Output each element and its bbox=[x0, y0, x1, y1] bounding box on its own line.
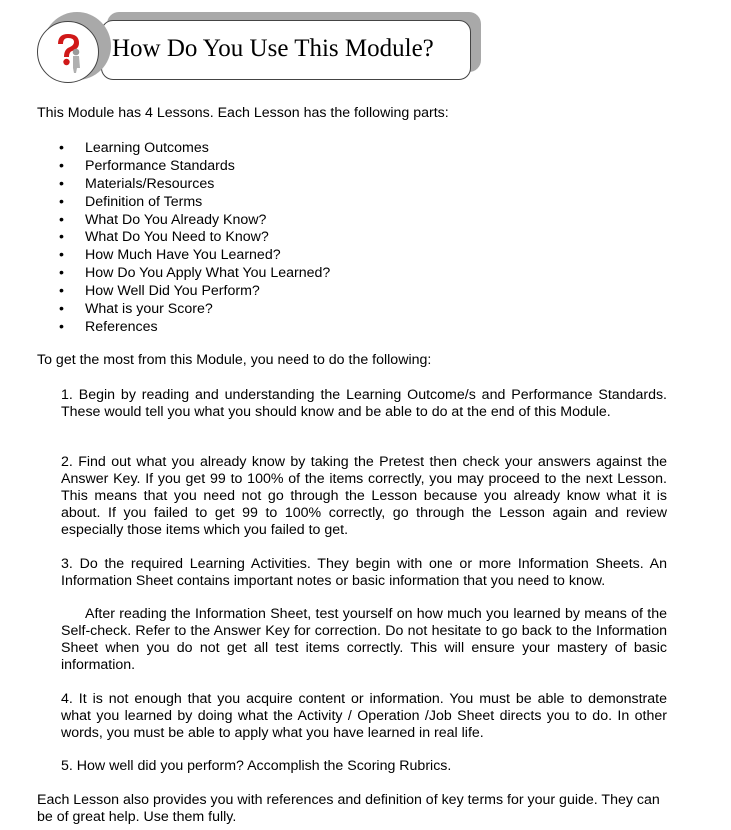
step-5-paragraph: 5. How well did you perform? Accomplish the Scoring Rubrics. bbox=[61, 758, 452, 774]
step-3-continuation: After reading the Information Sheet, test yourself on how much you learned by means of the Self-check. Refer to the Answer Key for correction. Do not hesitate to go back to the Information Sheet when you do not get all test items correctly. This will ensure your mastery of basic information. bbox=[61, 606, 667, 673]
list-item: • Learning Outcomes bbox=[37, 140, 330, 158]
list-item: • How Well Did You Perform? bbox=[37, 283, 330, 301]
module-header bbox=[35, 8, 485, 88]
list-item: • Performance Standards bbox=[37, 158, 330, 176]
step-3-paragraph: 3. Do the required Learning Activities. They begin with one or more Information Sheets. An Information Sheet contains important notes or basic information that you need to know. bbox=[61, 556, 667, 589]
list-item: • What Do You Already Know? bbox=[37, 212, 330, 230]
list-item: • How Do You Apply What You Learned? bbox=[37, 265, 330, 283]
list-item: • How Much Have You Learned? bbox=[37, 247, 330, 265]
lead-text: To get the most from this Module, you need to do the following: bbox=[37, 352, 432, 368]
list-item: • What is your Score? bbox=[37, 301, 330, 319]
step-4-paragraph: 4. It is not enough that you acquire content or information. You must be able to demonstrate what you learned by doing what the Activity / Operation /Job Sheet directs you to do. In other words, you must be able to apply what you have learned in real life. bbox=[61, 691, 667, 741]
question-badge bbox=[37, 21, 99, 83]
list-item: • What Do You Need to Know? bbox=[37, 229, 330, 247]
question-mark-figure-icon bbox=[52, 32, 86, 74]
page-title: How Do You Use This Module? bbox=[112, 35, 434, 62]
step-2-paragraph: 2. Find out what you already know by taking the Pretest then check your answers against the Answer Key. If you get 99 to 100% of the items correctly, you may proceed to the next Lesson. This means that you need not go through the Lesson because you already know what it is about. If you failed to get 99 to 100% correctly, go through the Lesson again and review especially those items which you failed to get. bbox=[61, 454, 667, 538]
title-box bbox=[101, 20, 471, 80]
lesson-parts-list bbox=[37, 140, 330, 337]
step-1-paragraph: 1. Begin by reading and understanding the Learning Outcome/s and Performance Standards. These would tell you what you should know and be able to do at the end of this Module. bbox=[61, 387, 667, 420]
list-item: • Materials/Resources bbox=[37, 176, 330, 194]
intro-text: This Module has 4 Lessons. Each Lesson has the following parts: bbox=[37, 105, 449, 121]
list-item: • Definition of Terms bbox=[37, 194, 330, 212]
list-item: • References bbox=[37, 319, 330, 337]
closing-paragraph: Each Lesson also provides you with references and definition of key terms for your guide. They can be of great help. Use them fully. bbox=[37, 792, 660, 825]
